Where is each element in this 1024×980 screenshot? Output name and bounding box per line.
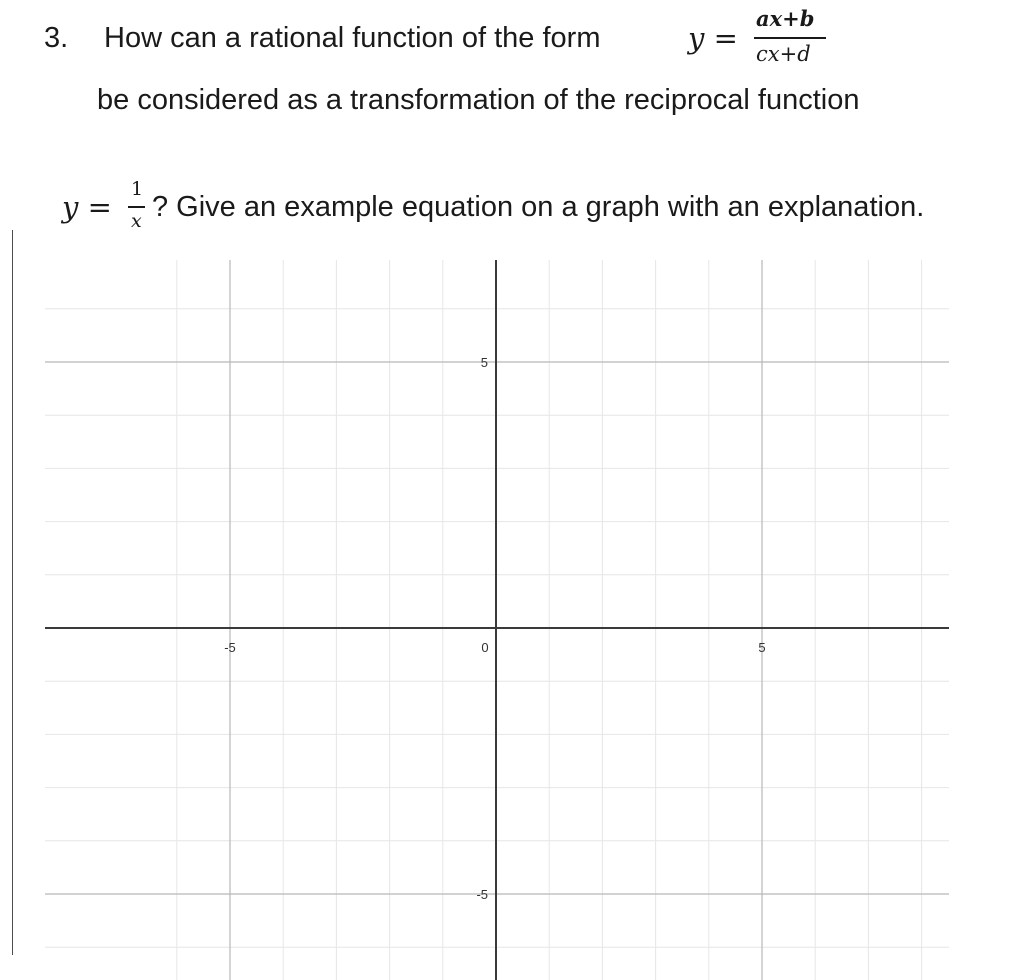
question-line-3-text: ? Give an example equation on a graph with an explanation. (152, 191, 925, 223)
left-margin-rule (12, 230, 13, 955)
x-tick-label: -5 (224, 640, 236, 655)
fraction-numerator-2: 1 (131, 178, 144, 200)
y-tick-label: 5 (480, 355, 488, 370)
y-tick-label: -5 (476, 887, 488, 902)
fraction-bar-2 (128, 206, 145, 208)
equation-lhs-2: y = (62, 190, 112, 224)
fraction-denominator-2: x (131, 212, 142, 230)
x-tick-label: 0 (481, 640, 489, 655)
question-line-2-text: be considered as a transformation of the reciprocal function (97, 84, 860, 116)
fraction-bar-1 (754, 37, 826, 39)
fraction-denominator-1: cx+d (756, 44, 811, 64)
question-number: 3. (44, 22, 69, 54)
question-line-1-text: How can a rational function of the form (104, 22, 601, 54)
fraction-numerator-1: ax+b (756, 6, 815, 31)
equation-lhs-1: y = (688, 21, 738, 55)
x-tick-label: 5 (758, 640, 766, 655)
